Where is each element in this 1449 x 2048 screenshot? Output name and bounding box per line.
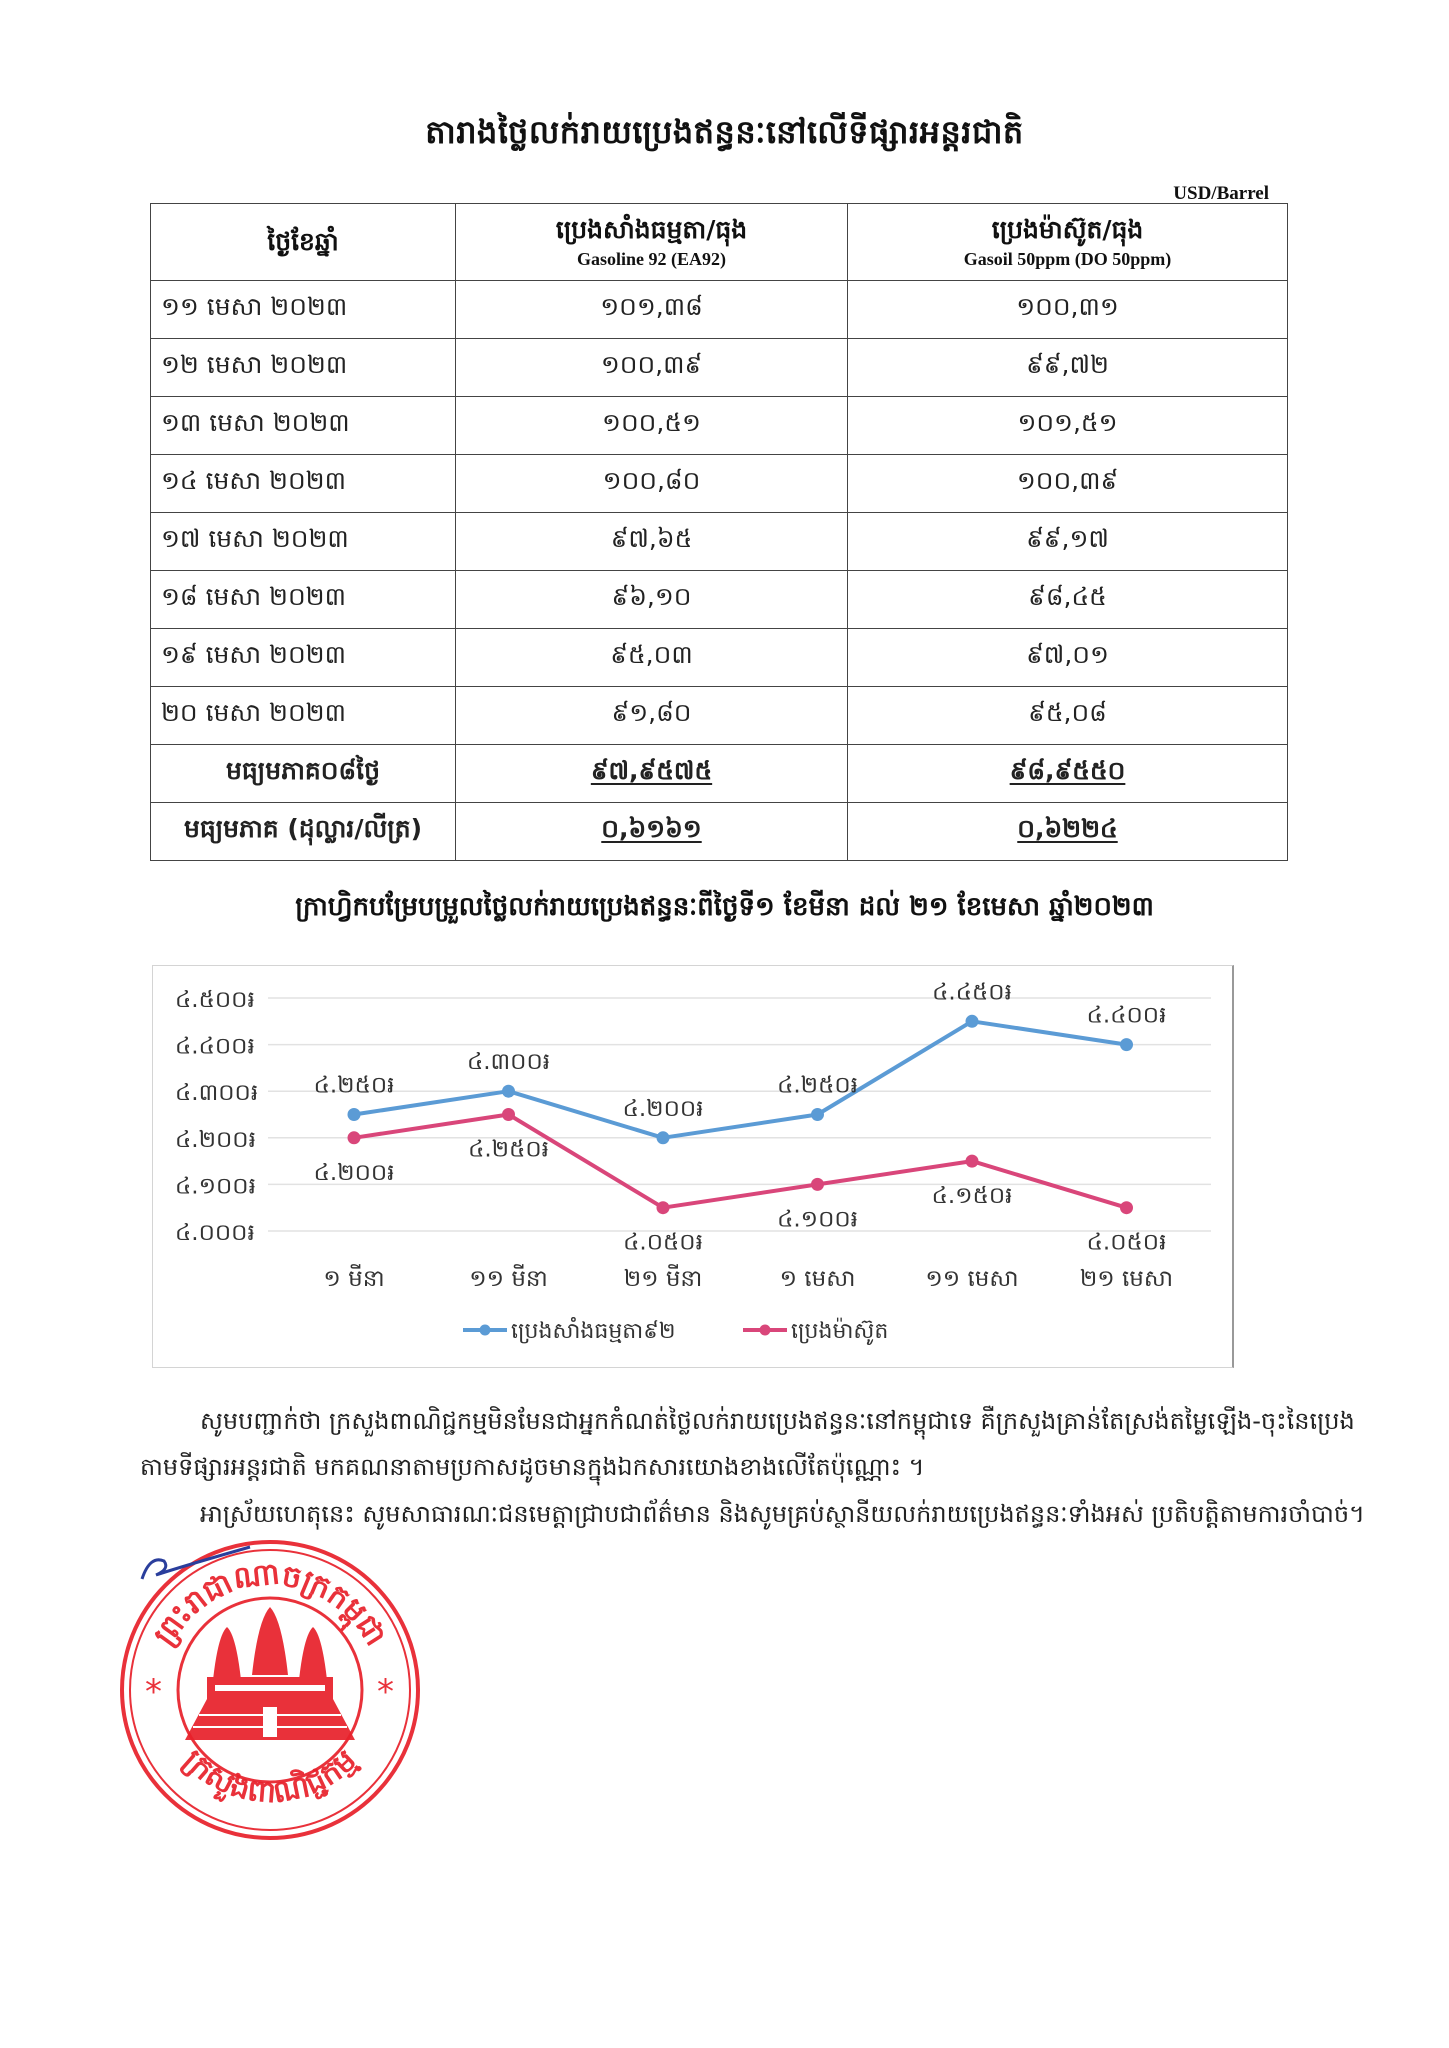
- row-date: ១១ មេសា ២០២៣: [151, 281, 456, 339]
- data-labels: [314, 979, 1167, 1255]
- signature-mark: [140, 1545, 260, 1589]
- unit-label: USD/Barrel: [1173, 183, 1269, 204]
- seal-top-text: ព្រះរាជាណាចក្រកម្ពុជា: [146, 1556, 394, 1653]
- x-tick-label: ១១ មេសា: [925, 1266, 1019, 1292]
- y-tick-label: ៤.៥០០៛: [175, 987, 255, 1013]
- table-row: [151, 687, 1288, 745]
- legend-label: ប្រេងម៉ាស៊ូត: [791, 1319, 889, 1344]
- x-tick-label: ១១ មីនា: [469, 1266, 548, 1292]
- table-row: [151, 339, 1288, 397]
- legend-swatch-marker: [480, 1325, 491, 1336]
- row-gasoline-price: ១០០,៥១: [456, 397, 848, 455]
- data-point: [502, 1085, 515, 1098]
- table-row: [151, 513, 1288, 571]
- header-gasoline-en: Gasoline 92 (EA92): [576, 249, 726, 269]
- data-label: ៤.១៥០៛: [931, 1183, 1013, 1210]
- data-point: [966, 1155, 979, 1168]
- average-gasoline-value: ០,៦១៦១: [601, 813, 702, 843]
- row-gasoline-price: ៩១,៨០: [456, 687, 848, 745]
- chart-canvas: [153, 966, 1233, 1367]
- temple-icon: [185, 1607, 355, 1740]
- legend-label: ប្រេងសាំងធម្មតា៩២: [511, 1319, 676, 1344]
- average-gasoline-value: ៩៧,៩៥៧៥: [590, 755, 713, 785]
- row-gasoil-price: ៩៨,៤៥: [848, 571, 1288, 629]
- seal-bottom-text: ក្រសួងពាណិជ្ជកម្ម: [176, 1742, 364, 1811]
- table-row: [151, 397, 1288, 455]
- line-chart: [152, 965, 1234, 1368]
- row-gasoil-price: ៩៥,០៨: [848, 687, 1288, 745]
- svg-text:ក្រសួងពាណិជ្ជកម្ម: [176, 1743, 363, 1811]
- data-label: ៤.៣០០៛: [466, 1049, 551, 1076]
- header-date: [151, 204, 456, 281]
- data-point: [1120, 1038, 1133, 1051]
- price-table: [150, 203, 1288, 861]
- y-tick-label: ៤.៣០០៛: [175, 1080, 259, 1107]
- data-point: [811, 1108, 824, 1121]
- average-row-8-days: [151, 745, 1288, 803]
- data-label: ៤.២៥០៛: [777, 1072, 858, 1099]
- row-date: ១៤ មេសា ២០២៣: [151, 455, 456, 513]
- row-gasoline-price: ៩៧,៦៥: [456, 513, 848, 571]
- legend-swatch-marker: [760, 1325, 771, 1336]
- row-gasoline-price: ១០០,៨០: [456, 455, 848, 513]
- chart-legend: [463, 1317, 888, 1345]
- data-label: ៤.០៥០៛: [623, 1229, 703, 1256]
- svg-text:*: *: [145, 1672, 162, 1712]
- header-gasoil: [848, 204, 1288, 281]
- table-row: [151, 455, 1288, 513]
- svg-text:*: *: [377, 1672, 394, 1712]
- row-date: ១៨ មេសា ២០២៣: [151, 571, 456, 629]
- notice-paragraph-2: អាស្រ័យហេតុនេះ សូមសាធារណៈជនមេត្តាជ្រាបជាព័ត៌មាន និងសូមគ្រប់ស្ថានីយលក់រាយប្រេងឥន្ធនៈទាំងអស់ ប្រតិបត្តិតាមការចាំបាច់។: [200, 1500, 1365, 1528]
- average-gasoil-value: ៩៨,៩៥៥០: [1009, 755, 1126, 785]
- row-gasoil-price: ១០១,៥១: [848, 397, 1288, 455]
- table-row: [151, 571, 1288, 629]
- header-gasoline: [456, 204, 848, 281]
- data-point: [966, 1015, 979, 1028]
- average-gasoil-value: ០,៦២២៤: [1017, 813, 1118, 843]
- average-gasoil: [848, 803, 1288, 861]
- data-label: ៤.២០០៛: [622, 1095, 704, 1122]
- data-label: ៤.២៥០៛: [313, 1072, 395, 1099]
- row-gasoil-price: ៩៩,៧២: [848, 339, 1288, 397]
- data-point: [811, 1178, 824, 1191]
- row-gasoline-price: ១០១,៣៨: [456, 281, 848, 339]
- data-point: [657, 1131, 670, 1144]
- y-tick-label: ៤.៤០០៛: [175, 1033, 255, 1060]
- notice-paragraph-1: សូមបញ្ជាក់ថា ក្រសួងពាណិជ្ជកម្មមិនមែនជាអ្នកកំណត់ថ្លៃលក់រាយប្រេងឥន្ធនៈនៅកម្ពុជាទេ គឺក្រសួងគ្រាន់តែស្រង់តម្លៃឡើង-ចុះនៃប្រេងតាមទីផ្សារអន្តរជាតិ មកគណនាតាមប្រកាសដូចមានក្នុងឯកសារយោងខាងលើតែប៉ុណ្ណោះ ។: [140, 1407, 1355, 1481]
- average-label: មធ្យមភាគ០៨ថ្ងៃ: [151, 745, 456, 803]
- y-tick-label: ៤.១០០៛: [175, 1173, 256, 1200]
- y-tick-label: ៤.០០០៛: [175, 1220, 255, 1246]
- x-axis-ticks: [323, 1264, 1173, 1292]
- average-gasoline: [456, 803, 848, 861]
- average-label: មធ្យមភាគ (ដុល្លារ/លីត្រ): [151, 803, 456, 861]
- table-header-row: [151, 204, 1288, 281]
- data-point: [348, 1108, 361, 1121]
- y-tick-label: ៤.២០០៛: [175, 1126, 256, 1153]
- data-label: ៤.១០០៛: [777, 1206, 858, 1233]
- table-row: [151, 281, 1288, 339]
- row-gasoil-price: ១០០,៣៩: [848, 455, 1288, 513]
- data-point: [1120, 1201, 1133, 1214]
- row-gasoil-price: ៩៧,០១: [848, 629, 1288, 687]
- document-title: តារាងថ្លៃលក់រាយប្រេងឥន្ធនៈនៅលើទីផ្សារអន្តរជាតិ: [425, 113, 1024, 151]
- row-gasoline-price: ៩៦,១០: [456, 571, 848, 629]
- data-label: ៤.៤០០៛: [1086, 1002, 1167, 1029]
- header-gasoil-en: Gasoil 50ppm (DO 50ppm): [963, 249, 1172, 269]
- header-gasoline-kh: ប្រេងសាំងធម្មតា/ធុង: [555, 215, 748, 244]
- data-label: ៤.២០០៛: [313, 1159, 395, 1186]
- x-tick-label: ២១ មេសា: [1079, 1266, 1174, 1292]
- chart-title: ក្រាហ្វិកបម្រែបម្រួលថ្លៃលក់រាយប្រេងឥន្ធនៈពីថ្ងៃទី១ ខែមីនា ដល់ ២១ ខែមេសា ឆ្នាំ២០២៣: [295, 892, 1154, 922]
- data-label: ៤.៤៥០៛: [932, 979, 1012, 1006]
- average-gasoline: [456, 745, 848, 803]
- data-label: ៤.២៥០៛: [468, 1136, 549, 1163]
- row-gasoline-price: ១០០,៣៩: [456, 339, 848, 397]
- data-point: [502, 1108, 515, 1121]
- average-gasoil: [848, 745, 1288, 803]
- average-row-per-liter: [151, 803, 1288, 861]
- header-gasoil-kh: ប្រេងម៉ាស៊ូត/ធុង: [991, 215, 1144, 244]
- data-point: [348, 1131, 361, 1144]
- row-gasoil-price: ៩៩,១៧: [848, 513, 1288, 571]
- x-tick-label: ១ មីនា: [323, 1266, 385, 1292]
- table-row: [151, 629, 1288, 687]
- header-date-label: ថ្ងៃខែឆ្នាំ: [267, 227, 339, 256]
- row-gasoil-price: ១០០,៣១: [848, 281, 1288, 339]
- row-date: ១៧ មេសា ២០២៣: [151, 513, 456, 571]
- data-label: ៤.០៥០៛: [1086, 1229, 1167, 1256]
- x-tick-label: ១ មេសា: [779, 1266, 856, 1292]
- signature-graphic: [140, 1545, 260, 1585]
- row-gasoline-price: ៩៥,០៣: [456, 629, 848, 687]
- x-tick-label: ២១ មីនា: [623, 1266, 703, 1292]
- row-date: ២០ មេសា ២០២៣: [151, 687, 456, 745]
- row-date: ១៣ មេសា ២០២៣: [151, 397, 456, 455]
- data-point: [657, 1201, 670, 1214]
- y-axis-ticks: [175, 987, 258, 1246]
- row-date: ១២ មេសា ២០២៣: [151, 339, 456, 397]
- row-date: ១៩ មេសា ២០២៣: [151, 629, 456, 687]
